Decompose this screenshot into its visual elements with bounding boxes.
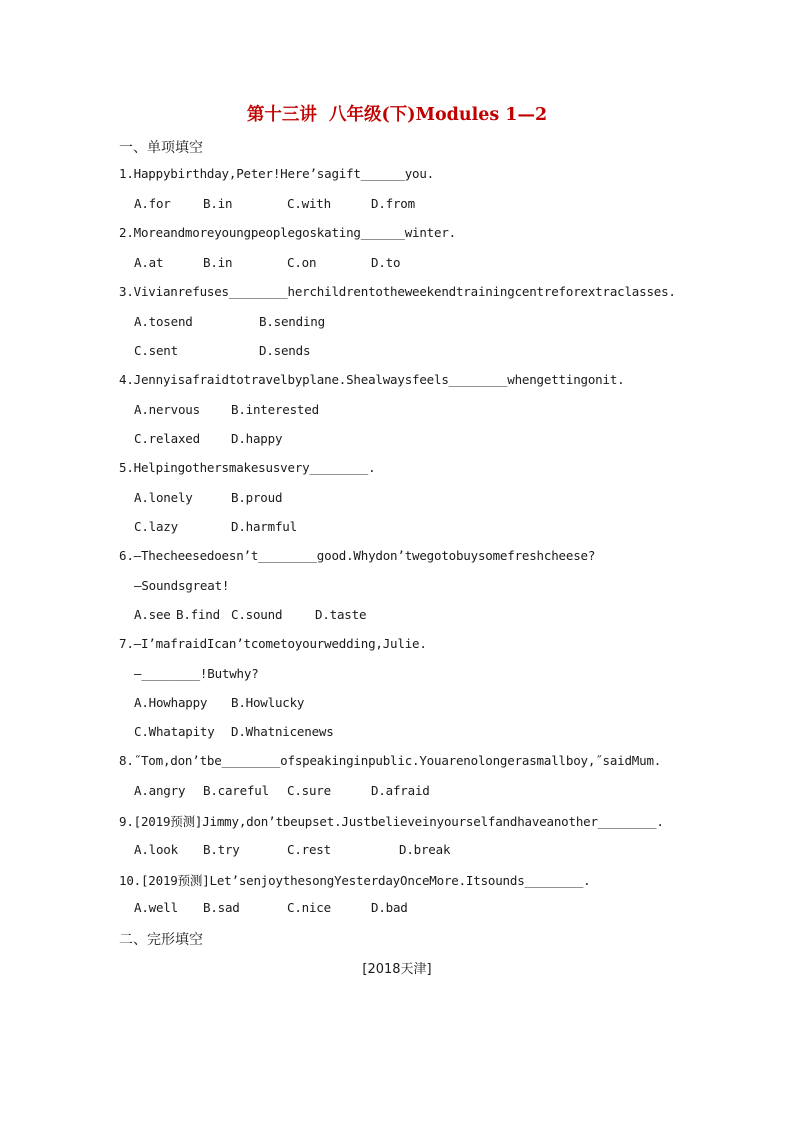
question-3-option-b: B.sending — [259, 314, 325, 329]
question-2-option-c: C.on — [287, 255, 317, 270]
question-5-option-c: C.lazy — [134, 519, 178, 534]
question-1-option-b: B.in — [203, 196, 233, 211]
question-5-option-d: D.harmful — [231, 519, 297, 534]
question-6-option-d: D.taste — [315, 607, 367, 622]
question-4-option-a: A.nervous — [134, 402, 200, 417]
question-5-option-b: B.proud — [231, 490, 283, 505]
question-3-option-a: A.tosend — [134, 314, 193, 329]
question-3-option-d: D.sends — [259, 343, 311, 358]
question-7-option-b: B.Howlucky — [231, 695, 305, 710]
question-10-option-c: C.nice — [287, 900, 331, 915]
question-2-stem: 2.Moreandmoreyoungpeoplegoskating______winter. — [119, 225, 456, 240]
question-10-option-d: D.bad — [371, 900, 408, 915]
question-5-stem: 5.Helpingothersmakesusvery________. — [119, 460, 376, 475]
section-heading-single-choice: 一、单项填空 — [119, 140, 203, 156]
question-1-stem: 1.Happybirthday,Peter!Here’sagift______you. — [119, 166, 435, 181]
question-8-option-c: C.sure — [287, 783, 331, 798]
question-8-stem: 8.˝Tom,don’tbe________ofspeakinginpublic.Youarenolongerasmallboy,˝saidMum. — [119, 753, 662, 768]
section-heading-cloze: 二、完形填空 — [119, 932, 203, 948]
question-9-stem: 9.[2019预测]Jimmy,don’tbeupset.Justbelieveinyourselfandhaveanother________. — [119, 814, 664, 829]
question-4-option-b: B.interested — [231, 402, 319, 417]
question-7-option-d: D.Whatnicenews — [231, 724, 334, 739]
question-1-option-c: C.with — [287, 196, 331, 211]
question-3-stem: 3.Vivianrefuses________herchildrentotheweekendtrainingcentreforextraclasses. — [119, 284, 676, 299]
question-9-option-d: D.break — [399, 842, 451, 857]
question-7-stem: 7.—I’mafraidIcan’tcometoyourwedding,Julie. — [119, 636, 427, 651]
page-title: 第十三讲 八年级(下)Modules 1—2 — [246, 105, 548, 125]
question-1-option-d: D.from — [371, 196, 415, 211]
question-7-option-a: A.Howhappy — [134, 695, 208, 710]
cloze-source-label: [2018天津] — [362, 962, 432, 977]
question-6-option-c: C.sound — [231, 607, 283, 622]
question-10-stem: 10.[2019预测]Let’senjoythesongYesterdayOnceMore.Itsounds________. — [119, 873, 591, 888]
question-8-option-b: B.careful — [203, 783, 269, 798]
question-2-option-a: A.at — [134, 255, 164, 270]
question-5-option-a: A.lonely — [134, 490, 193, 505]
question-8-option-d: D.afraid — [371, 783, 430, 798]
question-6-option-b: B.find — [176, 607, 220, 622]
question-1-option-a: A.for — [134, 196, 171, 211]
question-4-option-d: D.happy — [231, 431, 283, 446]
question-3-option-c: C.sent — [134, 343, 178, 358]
question-4-option-c: C.relaxed — [134, 431, 200, 446]
question-2-option-d: D.to — [371, 255, 401, 270]
question-9-option-b: B.try — [203, 842, 240, 857]
question-9-option-a: A.look — [134, 842, 178, 857]
question-10-option-a: A.well — [134, 900, 178, 915]
question-7-reply: —________!Butwhy? — [134, 666, 259, 681]
question-2-option-b: B.in — [203, 255, 233, 270]
question-6-reply: —Soundsgreat! — [134, 578, 230, 593]
question-9-option-c: C.rest — [287, 842, 331, 857]
question-7-option-c: C.Whatapity — [134, 724, 215, 739]
question-6-stem: 6.—Thecheesedoesn’t________good.Whydon’twegotobuysomefreshcheese? — [119, 548, 596, 563]
question-8-option-a: A.angry — [134, 783, 186, 798]
question-4-stem: 4.Jennyisafraidtotravelbyplane.Shealwaysfeels________whengettingonit. — [119, 372, 625, 387]
question-6-option-a: A.see — [134, 607, 171, 622]
question-10-option-b: B.sad — [203, 900, 240, 915]
